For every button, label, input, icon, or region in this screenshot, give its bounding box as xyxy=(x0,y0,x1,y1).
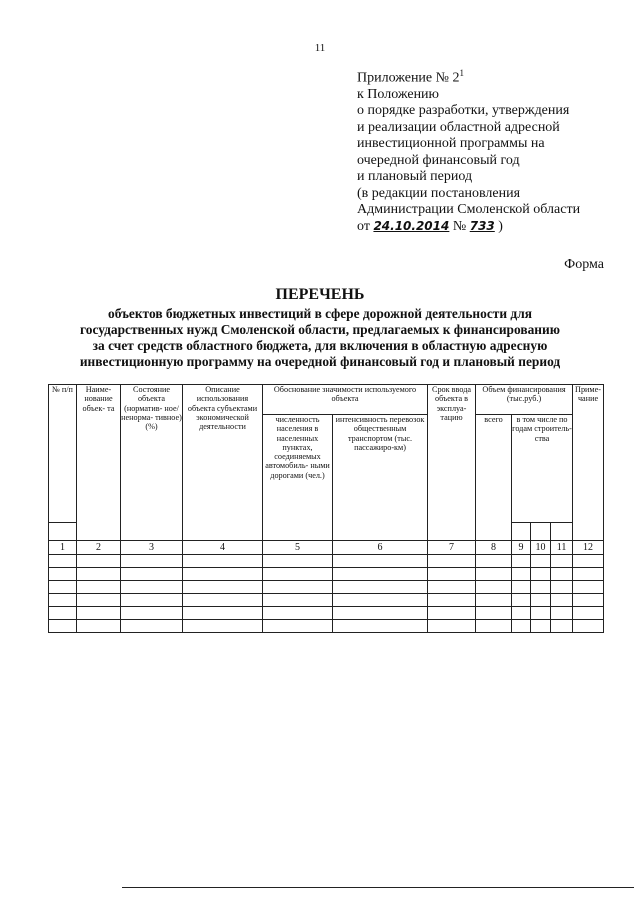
table-cell xyxy=(531,568,551,581)
header-commission-date: Срок ввода объекта в эксплуа- тацию xyxy=(428,385,476,541)
table-cell xyxy=(428,555,476,568)
appendix-line: очередной финансовый год xyxy=(357,152,520,168)
table-cell xyxy=(333,568,428,581)
header-total: всего xyxy=(476,415,512,541)
table-cell xyxy=(333,581,428,594)
table-cell xyxy=(263,607,333,620)
table-cell xyxy=(183,555,263,568)
header-note: Приме- чание xyxy=(573,385,604,541)
table-cell xyxy=(77,581,121,594)
table-cell xyxy=(512,568,531,581)
table-cell xyxy=(49,581,77,594)
header-number: № п/п xyxy=(49,385,77,523)
table-cell xyxy=(476,581,512,594)
table-cell xyxy=(428,607,476,620)
table-row xyxy=(49,581,604,594)
handwritten-date: 24.10.2014 xyxy=(373,219,450,234)
column-number: 1 xyxy=(49,541,77,555)
appendix-line: (в редакции постановления xyxy=(357,185,521,201)
column-number: 10 xyxy=(531,541,551,555)
column-number: 2 xyxy=(77,541,121,555)
table-cell xyxy=(333,620,428,633)
table-cell xyxy=(428,594,476,607)
table-row xyxy=(49,607,604,620)
title-line: объектов бюджетных инвестиций в сфере дорожной деятельности для xyxy=(108,306,532,321)
table-cell xyxy=(551,607,573,620)
footer-line xyxy=(122,887,634,888)
handwritten-number: 733 xyxy=(469,219,495,234)
header-year-1 xyxy=(512,523,531,541)
table-cell xyxy=(263,594,333,607)
table-cell xyxy=(573,607,604,620)
header-finance: Объем финансирования (тыс.руб.) xyxy=(476,385,573,415)
table-cell xyxy=(263,568,333,581)
table-cell xyxy=(428,581,476,594)
table-cell xyxy=(49,555,77,568)
table-cell xyxy=(263,555,333,568)
table-cell xyxy=(573,555,604,568)
table-cell xyxy=(512,555,531,568)
table-cell xyxy=(531,594,551,607)
table-cell xyxy=(121,607,183,620)
header-by-years: в том числе по годам строитель- ства xyxy=(512,415,573,523)
table-cell xyxy=(49,594,77,607)
title-main: ПЕРЕЧЕНЬ xyxy=(275,286,365,303)
column-number: 12 xyxy=(573,541,604,555)
column-number: 9 xyxy=(512,541,531,555)
table-cell xyxy=(121,620,183,633)
blank-rows xyxy=(49,555,604,633)
table-cell xyxy=(573,594,604,607)
appendix-line: и плановый период xyxy=(357,169,473,185)
table-cell xyxy=(183,607,263,620)
table-cell xyxy=(121,568,183,581)
table-cell xyxy=(263,581,333,594)
header-name: Наиме- нование объек- та xyxy=(77,385,121,541)
appendix-line: и реализации областной адресной xyxy=(357,119,560,135)
table-cell xyxy=(121,594,183,607)
header-condition: Состояние объекта (норматив- ное/ ненорма- тивное) (%) xyxy=(121,385,183,541)
table-cell xyxy=(512,581,531,594)
table-cell xyxy=(121,581,183,594)
table-row xyxy=(49,620,604,633)
column-number: 3 xyxy=(121,541,183,555)
column-number: 8 xyxy=(476,541,512,555)
header-usage: Описание использования объекта субъектами экономической деятельности xyxy=(183,385,263,541)
table-cell xyxy=(531,581,551,594)
table-cell xyxy=(333,594,428,607)
header-year-3 xyxy=(551,523,573,541)
appendix-line: к Положению xyxy=(357,87,440,103)
table-cell xyxy=(183,568,263,581)
table-cell xyxy=(77,555,121,568)
table-cell xyxy=(531,555,551,568)
table-cell xyxy=(183,620,263,633)
appendix-block xyxy=(357,65,627,236)
table-cell xyxy=(573,568,604,581)
appendix-line: Администрации Смоленской области xyxy=(357,201,581,217)
appendix-line: инвестиционной программы на xyxy=(357,136,545,152)
table-cell xyxy=(49,568,77,581)
table-cell xyxy=(512,594,531,607)
header-year-2 xyxy=(531,523,551,541)
header-traffic: интенсивность перевозок общественным транспортом (тыс. пассажиро-км) xyxy=(333,415,428,541)
table-cell xyxy=(512,620,531,633)
column-number: 6 xyxy=(333,541,428,555)
table-cell xyxy=(531,620,551,633)
appendix-line: о порядке разработки, утверждения xyxy=(357,103,570,119)
table-row xyxy=(49,555,604,568)
column-number: 11 xyxy=(551,541,573,555)
table-cell xyxy=(551,594,573,607)
appendix-date-line: от 24.10.2014 № 733 ) xyxy=(357,219,503,235)
table-cell xyxy=(573,620,604,633)
table-cell xyxy=(49,607,77,620)
table-cell xyxy=(551,620,573,633)
column-number: 7 xyxy=(428,541,476,555)
table-cell xyxy=(121,555,183,568)
table-cell xyxy=(49,620,77,633)
header-population: численность населения в населенных пунктах, соединяемых автомобиль- ными дорогами (чел.) xyxy=(263,415,333,541)
table-cell xyxy=(551,581,573,594)
table-cell xyxy=(476,620,512,633)
appendix-superscript: 1 xyxy=(459,68,464,78)
table-cell xyxy=(428,568,476,581)
header-justification: Обоснование значимости используемого объекта xyxy=(263,385,428,415)
table-cell xyxy=(476,568,512,581)
table-cell xyxy=(551,568,573,581)
table-cell xyxy=(476,607,512,620)
table-cell xyxy=(476,594,512,607)
table-cell xyxy=(333,607,428,620)
table-cell xyxy=(183,594,263,607)
title-line: инвестиционную программу на очередной финансовый год и плановый период xyxy=(79,354,561,369)
table-row xyxy=(49,568,604,581)
table-cell xyxy=(263,620,333,633)
table-cell xyxy=(77,607,121,620)
column-number: 5 xyxy=(263,541,333,555)
table-cell xyxy=(77,594,121,607)
table-cell xyxy=(531,607,551,620)
table-row xyxy=(49,594,604,607)
table-cell xyxy=(428,620,476,633)
title-line: за счет средств областного бюджета, для включения в областную адресную xyxy=(92,338,548,353)
table-cell xyxy=(512,607,531,620)
form-label: Форма xyxy=(564,257,604,272)
column-number: 4 xyxy=(183,541,263,555)
appendix-title: Приложение № $2^1$ xyxy=(357,68,464,86)
investment-table xyxy=(48,384,604,633)
table-cell xyxy=(476,555,512,568)
table-cell xyxy=(573,581,604,594)
page-number: 11 xyxy=(314,42,326,54)
table-cell xyxy=(77,620,121,633)
title-line: государственных нужд Смоленской области, предлагаемых к финансированию xyxy=(80,322,560,337)
table-cell xyxy=(333,555,428,568)
table-cell xyxy=(183,581,263,594)
table-cell xyxy=(77,568,121,581)
document-title xyxy=(40,286,600,370)
header-empty xyxy=(49,523,77,541)
table-cell xyxy=(551,555,573,568)
